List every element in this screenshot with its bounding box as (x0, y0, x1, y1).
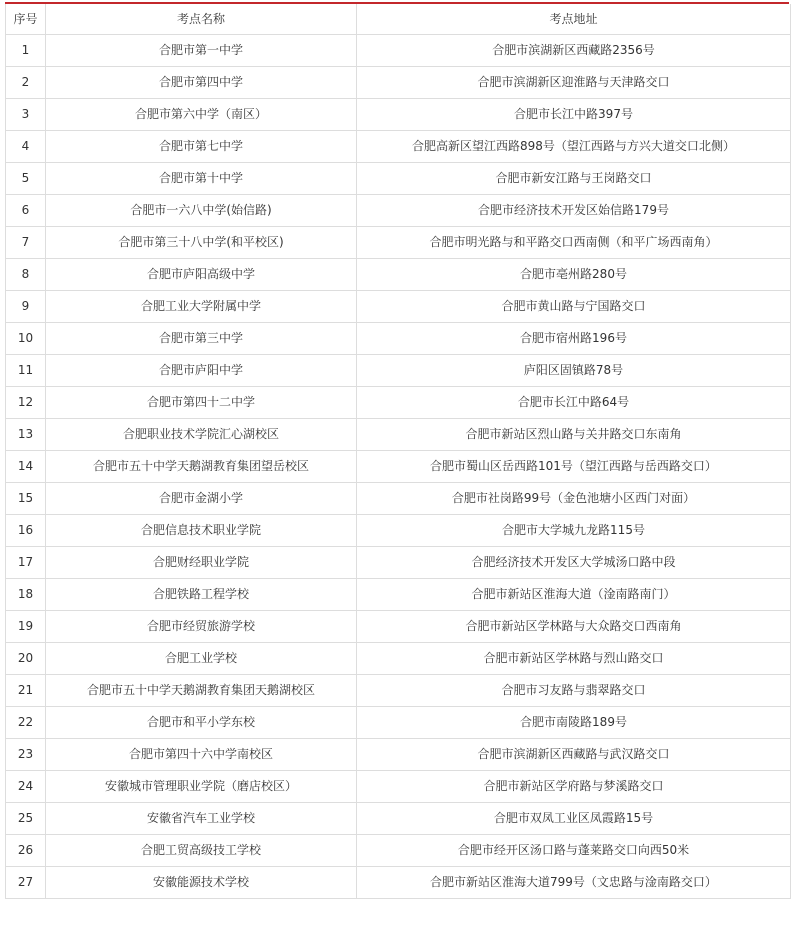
cell-serial-number: 24 (6, 771, 46, 803)
table-row (6, 771, 791, 803)
cell-site-name: 合肥市庐阳高级中学 (46, 259, 357, 291)
cell-serial-number: 12 (6, 387, 46, 419)
cell-site-name: 合肥工贸高级技工学校 (46, 835, 357, 867)
cell-site-name: 合肥财经职业学院 (46, 547, 357, 579)
cell-site-name: 合肥市第十中学 (46, 163, 357, 195)
cell-site-address: 合肥高新区望江西路898号（望江西路与方兴大道交口北侧） (357, 131, 791, 163)
exam-site-table (5, 4, 791, 899)
table-row (6, 259, 791, 291)
table-body (6, 35, 791, 899)
cell-site-name: 合肥市和平小学东校 (46, 707, 357, 739)
cell-site-address: 庐阳区固镇路78号 (357, 355, 791, 387)
cell-site-address: 合肥市亳州路280号 (357, 259, 791, 291)
cell-serial-number: 19 (6, 611, 46, 643)
cell-serial-number: 10 (6, 323, 46, 355)
cell-serial-number: 1 (6, 35, 46, 67)
cell-site-name: 合肥市第一中学 (46, 35, 357, 67)
table-header (6, 4, 791, 35)
table-row (6, 291, 791, 323)
cell-site-address: 合肥市新站区学府路与梦溪路交口 (357, 771, 791, 803)
cell-site-name: 合肥市第三十八中学(和平校区) (46, 227, 357, 259)
table-row (6, 67, 791, 99)
cell-site-address: 合肥市新站区烈山路与关井路交口东南角 (357, 419, 791, 451)
cell-site-name: 合肥铁路工程学校 (46, 579, 357, 611)
cell-site-name: 合肥市五十中学天鹅湖教育集团望岳校区 (46, 451, 357, 483)
table-row (6, 227, 791, 259)
cell-serial-number: 2 (6, 67, 46, 99)
cell-serial-number: 17 (6, 547, 46, 579)
cell-serial-number: 3 (6, 99, 46, 131)
cell-site-address: 合肥市明光路与和平路交口西南侧（和平广场西南角） (357, 227, 791, 259)
table-row (6, 611, 791, 643)
cell-serial-number: 22 (6, 707, 46, 739)
cell-serial-number: 14 (6, 451, 46, 483)
cell-site-address: 合肥经济技术开发区大学城汤口路中段 (357, 547, 791, 579)
table-row (6, 515, 791, 547)
cell-serial-number: 23 (6, 739, 46, 771)
cell-serial-number: 6 (6, 195, 46, 227)
cell-site-name: 合肥工业学校 (46, 643, 357, 675)
header-site-address: 考点地址 (357, 4, 791, 35)
cell-site-name: 合肥市第六中学（南区） (46, 99, 357, 131)
cell-site-address: 合肥市滨湖新区西藏路2356号 (357, 35, 791, 67)
cell-serial-number: 4 (6, 131, 46, 163)
cell-site-name: 合肥市经贸旅游学校 (46, 611, 357, 643)
cell-site-name: 合肥市一六八中学(始信路) (46, 195, 357, 227)
cell-site-address: 合肥市经济技术开发区始信路179号 (357, 195, 791, 227)
cell-site-address: 合肥市滨湖新区西藏路与武汉路交口 (357, 739, 791, 771)
cell-site-address: 合肥市新安江路与王岗路交口 (357, 163, 791, 195)
cell-serial-number: 27 (6, 867, 46, 899)
cell-site-address: 合肥市长江中路64号 (357, 387, 791, 419)
cell-site-name: 合肥市庐阳中学 (46, 355, 357, 387)
cell-site-name: 合肥信息技术职业学院 (46, 515, 357, 547)
cell-site-name: 安徽能源技术学校 (46, 867, 357, 899)
table-row (6, 451, 791, 483)
cell-site-name: 合肥市第四十二中学 (46, 387, 357, 419)
table-row (6, 547, 791, 579)
table-row (6, 163, 791, 195)
cell-site-address: 合肥市经开区汤口路与蓬莱路交口向西50米 (357, 835, 791, 867)
table-row (6, 419, 791, 451)
table-row (6, 803, 791, 835)
cell-site-name: 合肥工业大学附属中学 (46, 291, 357, 323)
cell-site-name: 合肥市第四中学 (46, 67, 357, 99)
cell-site-name: 合肥市第四十六中学南校区 (46, 739, 357, 771)
table-row (6, 99, 791, 131)
cell-site-address: 合肥市新站区淮海大道799号（文忠路与淦南路交口） (357, 867, 791, 899)
table-row (6, 195, 791, 227)
table-row (6, 579, 791, 611)
header-site-name: 考点名称 (46, 4, 357, 35)
cell-site-address: 合肥市蜀山区岳西路101号（望江西路与岳西路交口） (357, 451, 791, 483)
cell-serial-number: 13 (6, 419, 46, 451)
cell-site-name: 合肥市第七中学 (46, 131, 357, 163)
cell-site-address: 合肥市宿州路196号 (357, 323, 791, 355)
cell-site-name: 合肥市第三中学 (46, 323, 357, 355)
cell-serial-number: 7 (6, 227, 46, 259)
table-row (6, 643, 791, 675)
cell-serial-number: 18 (6, 579, 46, 611)
table-row (6, 835, 791, 867)
cell-serial-number: 5 (6, 163, 46, 195)
header-serial-number: 序号 (6, 4, 46, 35)
cell-serial-number: 8 (6, 259, 46, 291)
cell-site-name: 安徽城市管理职业学院（磨店校区） (46, 771, 357, 803)
cell-site-address: 合肥市滨湖新区迎淮路与天津路交口 (357, 67, 791, 99)
cell-serial-number: 25 (6, 803, 46, 835)
table-row (6, 323, 791, 355)
cell-site-address: 合肥市新站区学林路与大众路交口西南角 (357, 611, 791, 643)
cell-site-name: 安徽省汽车工业学校 (46, 803, 357, 835)
cell-site-name: 合肥市五十中学天鹅湖教育集团天鹅湖校区 (46, 675, 357, 707)
table-row (6, 483, 791, 515)
cell-site-address: 合肥市双凤工业区凤霞路15号 (357, 803, 791, 835)
table-row (6, 675, 791, 707)
cell-serial-number: 11 (6, 355, 46, 387)
table-row (6, 387, 791, 419)
cell-serial-number: 26 (6, 835, 46, 867)
header-row (6, 4, 791, 35)
table-row (6, 355, 791, 387)
cell-site-address: 合肥市习友路与翡翠路交口 (357, 675, 791, 707)
cell-site-address: 合肥市长江中路397号 (357, 99, 791, 131)
cell-serial-number: 15 (6, 483, 46, 515)
cell-site-address: 合肥市新站区淮海大道（淦南路南门） (357, 579, 791, 611)
table-row (6, 707, 791, 739)
cell-serial-number: 16 (6, 515, 46, 547)
cell-site-address: 合肥市黄山路与宁国路交口 (357, 291, 791, 323)
cell-site-address: 合肥市大学城九龙路115号 (357, 515, 791, 547)
cell-site-address: 合肥市南陵路189号 (357, 707, 791, 739)
cell-serial-number: 20 (6, 643, 46, 675)
cell-serial-number: 21 (6, 675, 46, 707)
table-row (6, 867, 791, 899)
cell-site-address: 合肥市社岗路99号（金色池塘小区西门对面） (357, 483, 791, 515)
cell-site-address: 合肥市新站区学林路与烈山路交口 (357, 643, 791, 675)
table-row (6, 35, 791, 67)
table-row (6, 131, 791, 163)
cell-serial-number: 9 (6, 291, 46, 323)
cell-site-name: 合肥市金湖小学 (46, 483, 357, 515)
table-row (6, 739, 791, 771)
cell-site-name: 合肥职业技术学院汇心湖校区 (46, 419, 357, 451)
